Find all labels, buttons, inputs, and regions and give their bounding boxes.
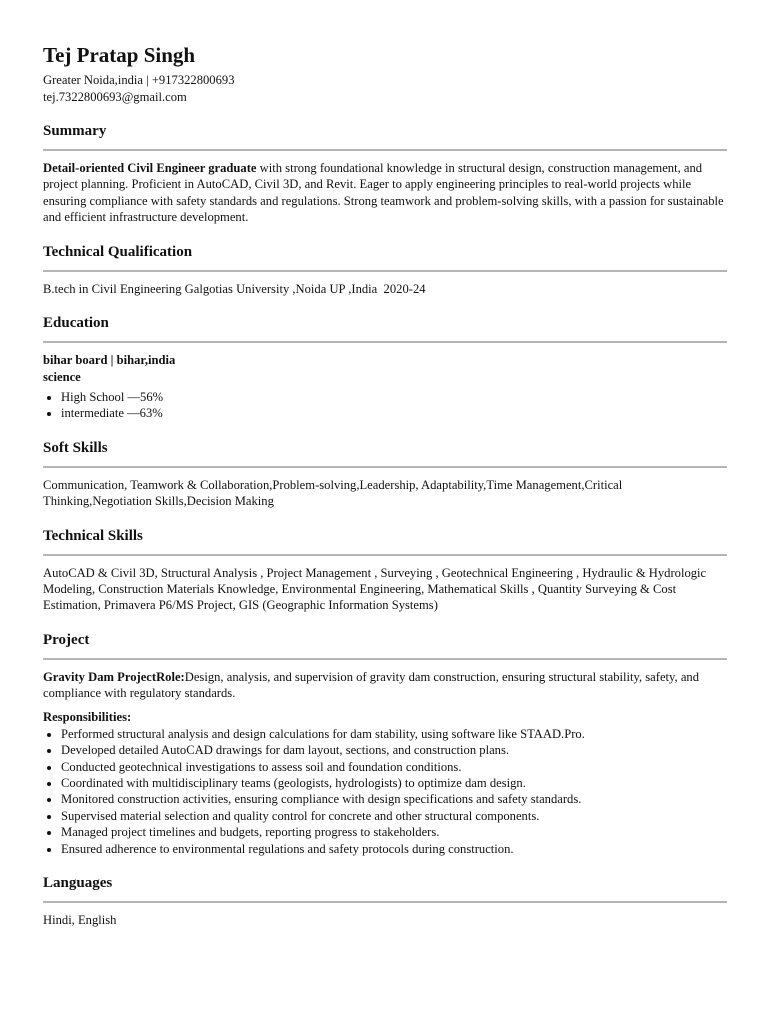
list-item: • Monitored construction activities, ensuring compliance with design specifications and safety standards. — [61, 791, 727, 807]
list-item: • Ensured adherence to environmental regulations and safety protocols during construction. — [61, 841, 727, 857]
list-item: • Supervised material selection and quality control for concrete and other structural components. — [61, 808, 727, 824]
project-role-text: Design, analysis, and supervision of gravity dam construction, ensuring structural stability, safety, and compliance with regulatory standards. — [43, 669, 700, 701]
technical-skills-text: AutoCAD & Civil 3D, Structural Analysis , Project Management , Surveying , Geotechnical Engineering , Hydraulic & Hydrologic Modeling, Construction Materials Knowledge, Environmental Engineering, Mathematical Skills , Quantity Surveying & Cost Estimation, Primavera P6/MS Project, GIS (Geographic Information Systems) — [43, 565, 707, 613]
technical-skills-section — [43, 527, 727, 614]
technical-skills-body — [43, 565, 727, 614]
resume-content — [43, 42, 727, 928]
summary-rest: with strong foundational knowledge in structural design, construction management, and project planning. Proficient in AutoCAD, Civil 3D, and Revit. Eager to apply engineering principles to real-world projects while ensuring compliance with safety standards and regulations. Strong teamwork and problem-solving skills, with a passion for sustainable and efficient infrastructure development. — [43, 161, 724, 225]
languages-text: Hindi, English — [43, 912, 117, 927]
project-description — [43, 669, 727, 702]
list-item: • Developed detailed AutoCAD drawings for dam layout, sections, and construction plans. — [61, 742, 727, 758]
education-list — [43, 389, 727, 422]
responsibilities-list — [43, 726, 727, 857]
list-item: • Coordinated with multidisciplinary teams (geologists, hydrologists) to optimize dam design. — [61, 775, 727, 791]
project-body — [43, 669, 727, 857]
list-item: • Conducted geotechnical investigations to assess soil and foundation conditions. — [61, 759, 727, 775]
languages-title: Languages — [43, 874, 727, 903]
list-item: • High School —56% — [61, 389, 727, 405]
technical-qualification-body — [43, 281, 727, 297]
summary-section — [43, 122, 727, 226]
languages-body — [43, 912, 727, 928]
technical-qualification-text: B.tech in Civil Engineering Galgotias University ,Noida UP ,India 2020-24 — [43, 281, 426, 296]
responsibilities-title: Responsibilities: — [43, 709, 132, 724]
candidate-name: Tej Pratap Singh — [43, 43, 196, 67]
soft-skills-body — [43, 477, 727, 510]
project-lead: Gravity Dam ProjectRole: — [43, 669, 185, 684]
summary-title: Summary — [43, 122, 727, 151]
technical-skills-title: Technical Skills — [43, 527, 727, 556]
summary-text — [43, 160, 727, 226]
resume-header — [43, 42, 727, 106]
education-board: bihar board | bihar,india — [43, 353, 176, 368]
languages-section — [43, 874, 727, 928]
technical-qualification-title: Technical Qualification — [43, 243, 727, 272]
project-section — [43, 631, 727, 857]
education-title: Education — [43, 314, 727, 343]
location-phone: Greater Noida,india | +917322800693 — [43, 73, 235, 87]
list-item: • Managed project timelines and budgets, reporting progress to stakeholders. — [61, 824, 727, 840]
list-item: • Performed structural analysis and design calculations for dam stability, using software like STAAD.Pro. — [61, 726, 727, 742]
technical-qualification-section — [43, 243, 727, 297]
list-item: • intermediate —63% — [61, 405, 727, 421]
summary-lead: Detail-oriented Civil Engineer graduate — [43, 161, 257, 175]
education-stream: science — [43, 370, 81, 385]
soft-skills-section — [43, 439, 727, 510]
soft-skills-text: Communication, Teamwork & Collaboration,Problem-solving,Leadership, Adaptability,Time Management,Critical Thinking,Negotiation Skills,Decision Making — [43, 477, 623, 509]
soft-skills-title: Soft Skills — [43, 439, 727, 468]
education-section — [43, 314, 727, 422]
summary-body — [43, 160, 727, 226]
email[interactable]: tej.7322800693@gmail.com — [43, 90, 187, 104]
project-title: Project — [43, 631, 727, 660]
education-body — [43, 352, 727, 422]
